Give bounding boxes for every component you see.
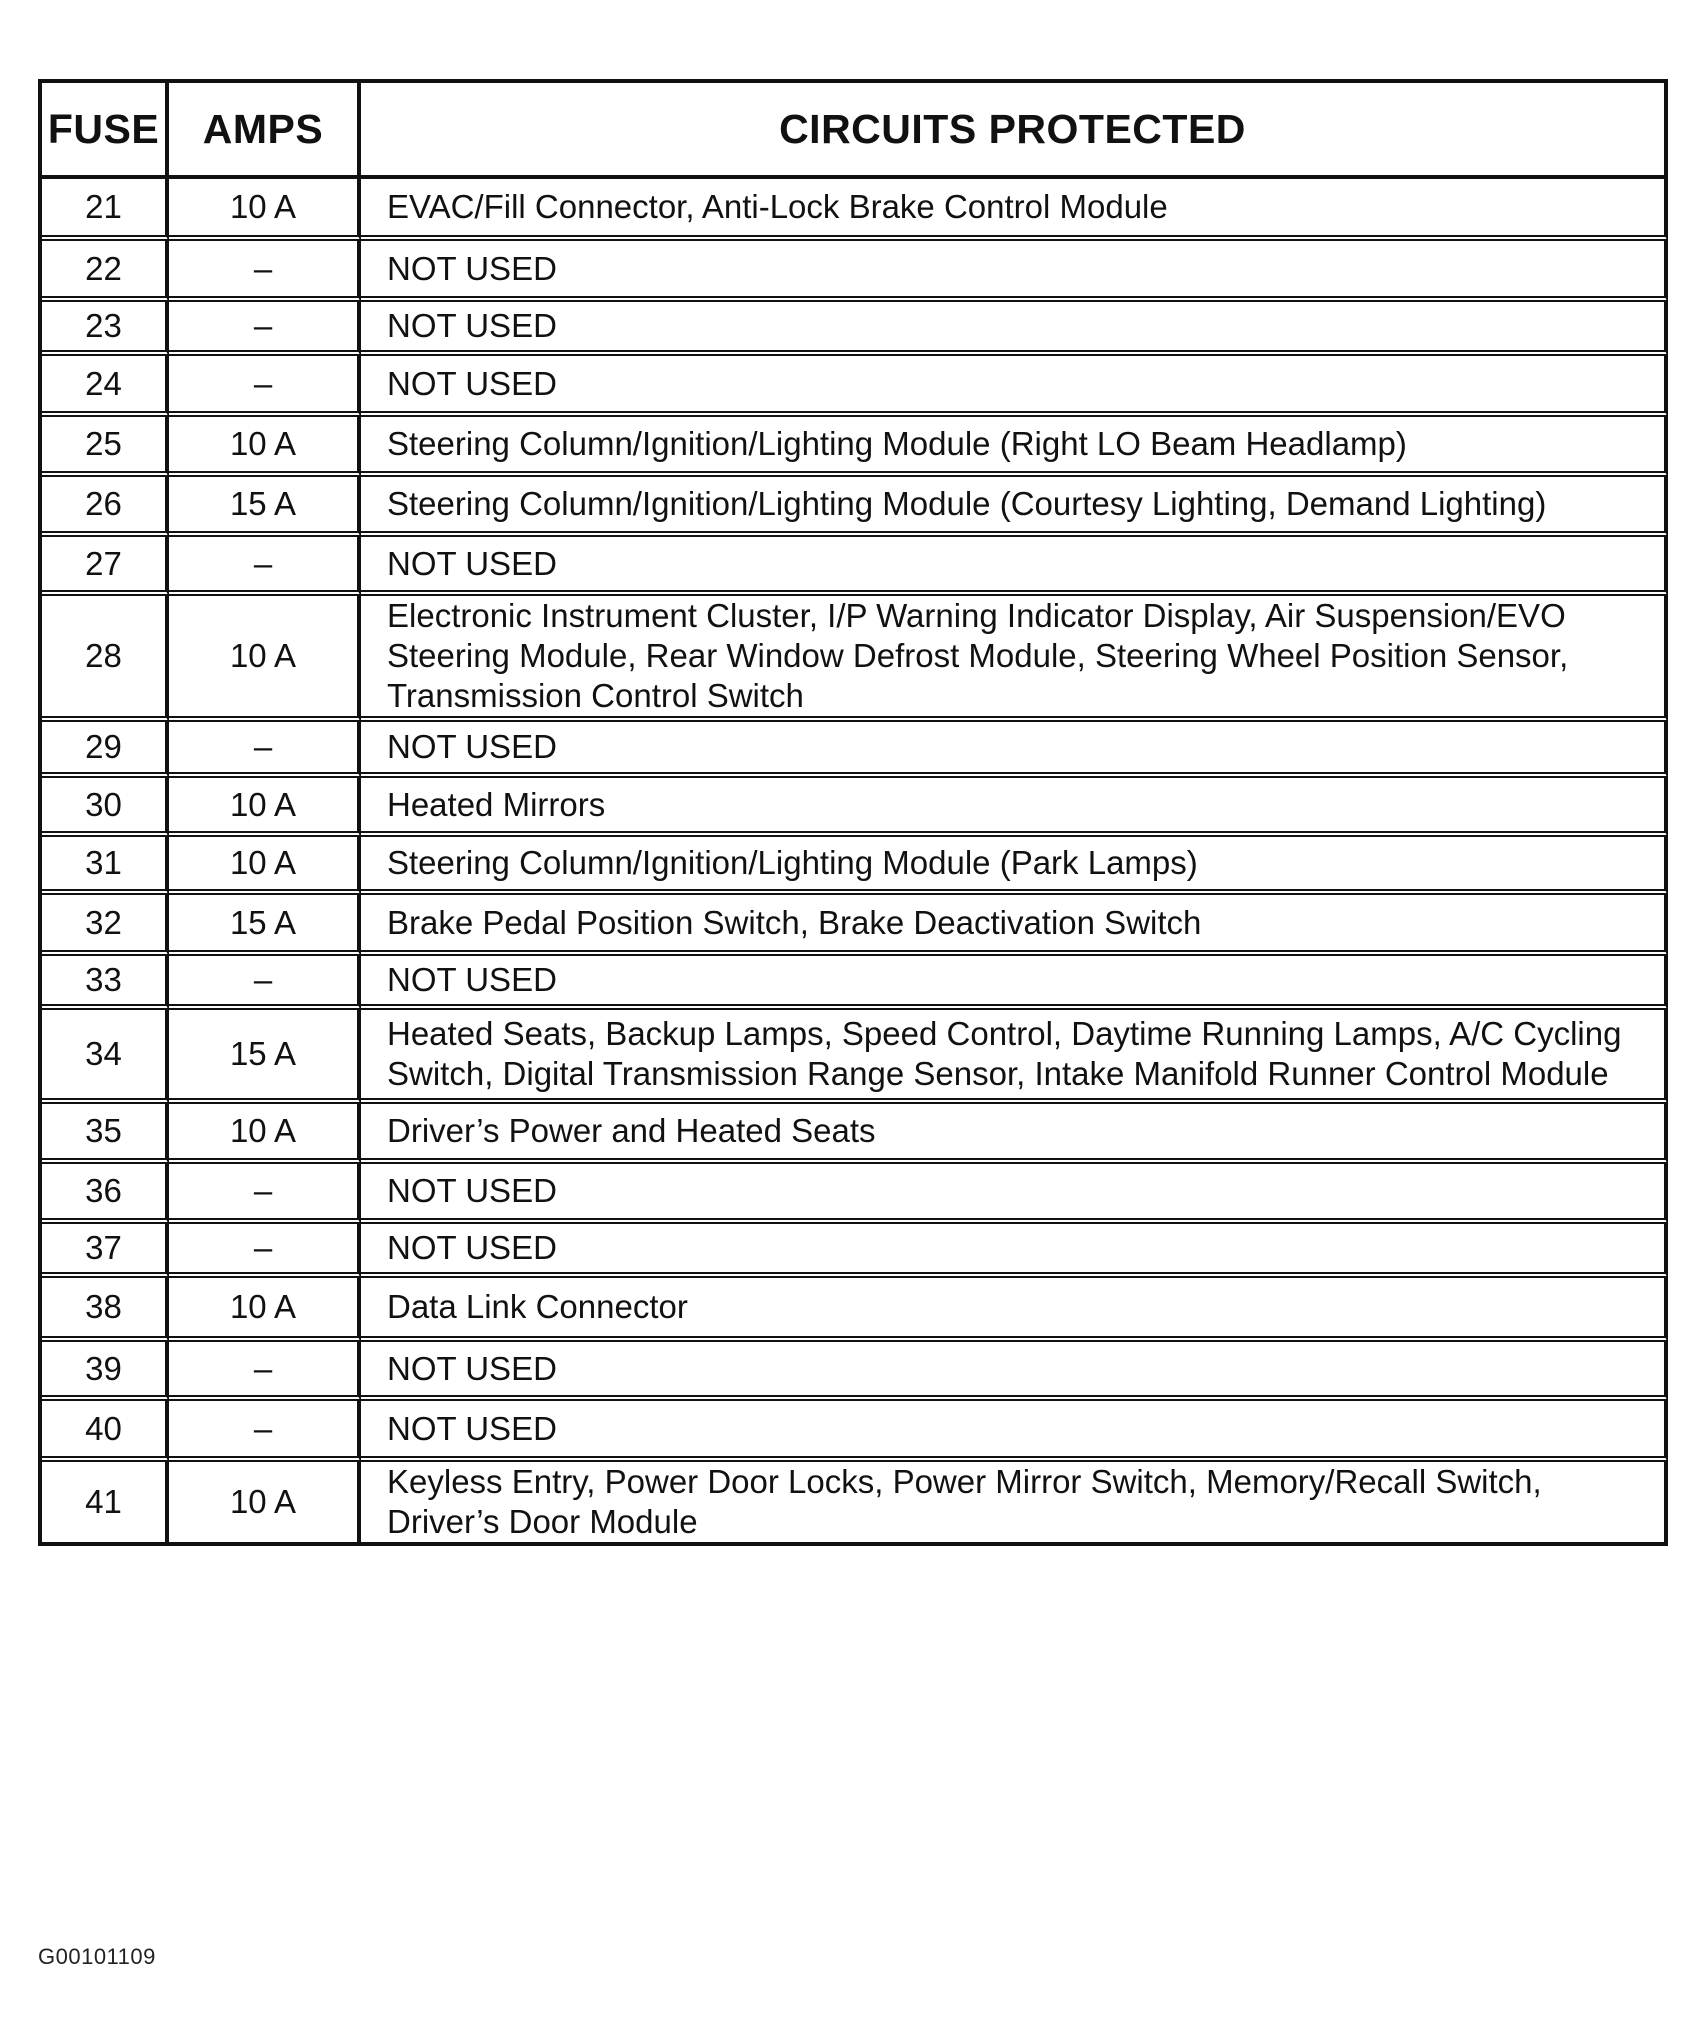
- circuits-protected-cell: Brake Pedal Position Switch, Brake Deactivation Switch: [361, 895, 1668, 956]
- fuse-number-cell: 22: [42, 241, 169, 302]
- fuse-number-cell: 29: [42, 722, 169, 778]
- circuits-protected-cell: Electronic Instrument Cluster, I/P Warning Indicator Display, Air Suspension/EVO Steering Module, Rear Window Defrost Module, Steering Wheel Position Sensor, Transmission Control Switch: [361, 596, 1668, 722]
- table-row: [42, 1010, 1668, 1104]
- table-row: [42, 417, 1668, 477]
- amps-cell: 15 A: [169, 477, 361, 537]
- fuse-number-cell: 39: [42, 1342, 169, 1401]
- circuits-protected-cell: Heated Seats, Backup Lamps, Speed Control, Daytime Running Lamps, A/C Cycling Switch, Digital Transmission Range Sensor, Intake Manifold Runner Control Module: [361, 1010, 1668, 1104]
- fuse-number-cell: 27: [42, 537, 169, 596]
- fuse-number-cell: 34: [42, 1010, 169, 1104]
- amps-cell: 10 A: [169, 596, 361, 722]
- table-row: [42, 477, 1668, 537]
- circuits-protected-cell: Steering Column/Ignition/Lighting Module (Park Lamps): [361, 837, 1668, 895]
- amps-cell: 10 A: [169, 179, 361, 241]
- fuse-number-cell: 31: [42, 837, 169, 895]
- circuits-protected-cell: Keyless Entry, Power Door Locks, Power Mirror Switch, Memory/Recall Switch, Driver’s Door Module: [361, 1462, 1668, 1546]
- circuits-protected-cell: Data Link Connector: [361, 1278, 1668, 1342]
- header-amps: AMPS: [169, 83, 361, 179]
- amps-cell: –: [169, 356, 361, 417]
- amps-cell: 10 A: [169, 1104, 361, 1164]
- circuits-protected-cell: EVAC/Fill Connector, Anti-Lock Brake Control Module: [361, 179, 1668, 241]
- circuits-protected-cell: NOT USED: [361, 956, 1668, 1010]
- circuits-protected-cell: NOT USED: [361, 1224, 1668, 1278]
- fuse-number-cell: 24: [42, 356, 169, 417]
- fuse-number-cell: 35: [42, 1104, 169, 1164]
- table-row: [42, 1224, 1668, 1278]
- amps-cell: –: [169, 1342, 361, 1401]
- circuits-protected-cell: NOT USED: [361, 1401, 1668, 1462]
- table-row: [42, 1104, 1668, 1164]
- circuits-protected-cell: NOT USED: [361, 356, 1668, 417]
- fuse-number-cell: 41: [42, 1462, 169, 1546]
- circuits-protected-cell: NOT USED: [361, 537, 1668, 596]
- fuse-number-cell: 30: [42, 778, 169, 837]
- header-fuse: FUSE: [42, 83, 169, 179]
- fuse-number-cell: 36: [42, 1164, 169, 1224]
- amps-cell: –: [169, 956, 361, 1010]
- circuits-protected-cell: NOT USED: [361, 722, 1668, 778]
- amps-cell: –: [169, 1224, 361, 1278]
- table-row: [42, 1278, 1668, 1342]
- circuits-protected-cell: NOT USED: [361, 302, 1668, 356]
- table-row: [42, 895, 1668, 956]
- circuits-protected-cell: Driver’s Power and Heated Seats: [361, 1104, 1668, 1164]
- header-row: [42, 83, 1668, 179]
- amps-cell: 10 A: [169, 1462, 361, 1546]
- fuse-number-cell: 32: [42, 895, 169, 956]
- header-circuits-protected: CIRCUITS PROTECTED: [361, 83, 1668, 179]
- amps-cell: 10 A: [169, 417, 361, 477]
- circuits-protected-cell: Steering Column/Ignition/Lighting Module (Right LO Beam Headlamp): [361, 417, 1668, 477]
- circuits-protected-cell: NOT USED: [361, 1164, 1668, 1224]
- fuse-number-cell: 38: [42, 1278, 169, 1342]
- amps-cell: 15 A: [169, 1010, 361, 1104]
- table-row: [42, 1462, 1668, 1546]
- table-row: [42, 356, 1668, 417]
- table-row: [42, 241, 1668, 302]
- fuse-number-cell: 26: [42, 477, 169, 537]
- amps-cell: 10 A: [169, 778, 361, 837]
- fuse-number-cell: 37: [42, 1224, 169, 1278]
- table-row: [42, 302, 1668, 356]
- fuse-number-cell: 23: [42, 302, 169, 356]
- table-row: [42, 837, 1668, 895]
- table-row: [42, 1164, 1668, 1224]
- amps-cell: –: [169, 241, 361, 302]
- table-row: [42, 778, 1668, 837]
- table-row: [42, 956, 1668, 1010]
- figure-id: G00101109: [38, 1944, 156, 1969]
- amps-cell: –: [169, 722, 361, 778]
- amps-cell: 15 A: [169, 895, 361, 956]
- table-row: [42, 722, 1668, 778]
- circuits-protected-cell: Heated Mirrors: [361, 778, 1668, 837]
- table-row: [42, 596, 1668, 722]
- fuse-number-cell: 21: [42, 179, 169, 241]
- circuits-protected-cell: Steering Column/Ignition/Lighting Module (Courtesy Lighting, Demand Lighting): [361, 477, 1668, 537]
- amps-cell: 10 A: [169, 1278, 361, 1342]
- circuits-protected-cell: NOT USED: [361, 241, 1668, 302]
- amps-cell: 10 A: [169, 837, 361, 895]
- fuse-number-cell: 40: [42, 1401, 169, 1462]
- circuits-protected-cell: NOT USED: [361, 1342, 1668, 1401]
- amps-cell: –: [169, 1164, 361, 1224]
- table-row: [42, 537, 1668, 596]
- amps-cell: –: [169, 537, 361, 596]
- fuse-number-cell: 25: [42, 417, 169, 477]
- fuse-number-cell: 33: [42, 956, 169, 1010]
- amps-cell: –: [169, 302, 361, 356]
- fuse-table: [38, 79, 1668, 1546]
- table-body: [42, 179, 1668, 1546]
- table-row: [42, 179, 1668, 241]
- table-row: [42, 1401, 1668, 1462]
- amps-cell: –: [169, 1401, 361, 1462]
- fuse-number-cell: 28: [42, 596, 169, 722]
- table-row: [42, 1342, 1668, 1401]
